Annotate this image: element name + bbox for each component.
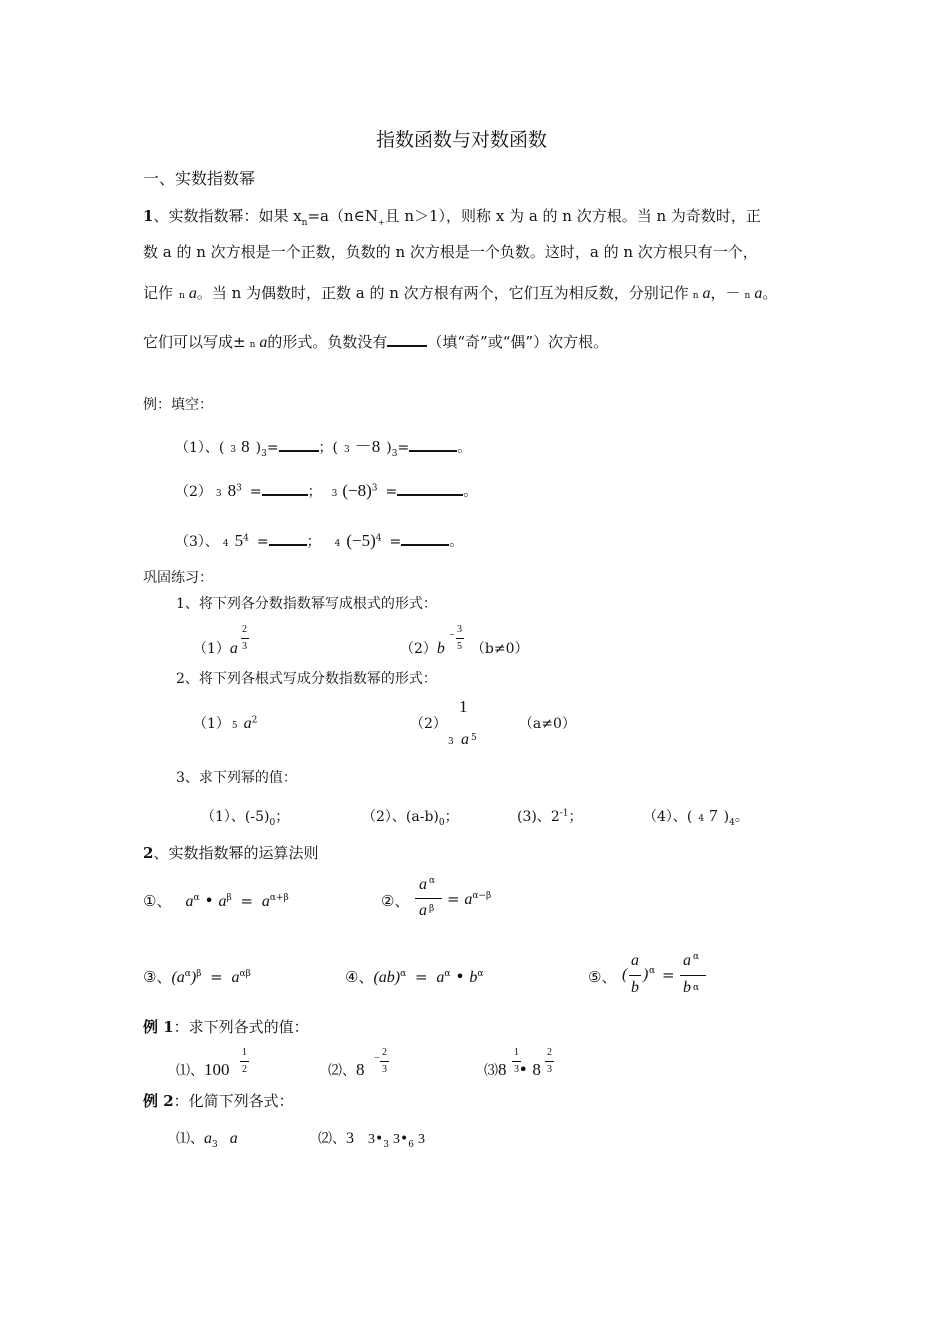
example-1-c: ⑶8 • 8 xyxy=(484,1060,541,1079)
text: （2） xyxy=(400,641,437,657)
rule-5-rbar xyxy=(680,975,706,976)
text: 。 xyxy=(463,484,478,500)
practice-q2-b xyxy=(410,713,576,733)
item-number: 1 xyxy=(143,207,154,225)
radicand: 5 xyxy=(234,531,244,550)
fill-row-1: （1）、( 3 8 )$_3=$ ；( 3 －8 )$_3=$ 。 xyxy=(175,437,472,459)
fraction-bar xyxy=(241,638,249,639)
rules-heading xyxy=(143,842,318,863)
example-1-heading xyxy=(143,1016,309,1037)
base: 8 xyxy=(356,1060,365,1079)
power-5: 5 xyxy=(471,733,477,743)
rule-2-rhs: = $a^{\alpha-\beta}$ xyxy=(447,890,492,908)
paragraph-line-2: 数 a 的 n 次方根是一个正数，负数的 n 次方根是一个负数。这时，a 的 n 次方根只有一个， xyxy=(143,243,758,261)
text: = xyxy=(256,534,269,550)
text: （2）、(a-b) xyxy=(362,809,439,825)
text: 。 xyxy=(457,440,472,456)
practice-q2: 2、将下列各根式写成分数指数幂的形式： xyxy=(176,671,437,687)
rule-5-bar xyxy=(629,975,641,976)
radicand-a: a xyxy=(461,731,469,748)
text: （1）、( xyxy=(175,440,225,456)
radicand: －8 xyxy=(354,437,381,456)
rule-5-eq: = xyxy=(662,966,675,984)
text: 、实数指数幂的运算法则 xyxy=(153,844,319,862)
practice-q3-a: （1）、$(-5)_0$； xyxy=(201,809,290,828)
text: ) xyxy=(723,809,730,825)
practice-q3-d: （4）、( 4 7 )$_4$。 xyxy=(643,806,749,828)
base: 100 xyxy=(204,1060,230,1079)
text: 的形式。负数没有 xyxy=(267,333,388,351)
text: （1） xyxy=(193,641,230,657)
exponent-den: 3 xyxy=(242,641,247,652)
answer-blank[interactable] xyxy=(387,344,427,347)
rule-5-label: ⑤、 xyxy=(588,968,617,986)
text: ⑶ xyxy=(484,1063,498,1079)
fraction-bar xyxy=(380,1061,389,1062)
text: = xyxy=(385,484,398,500)
example-1-a xyxy=(176,1060,230,1080)
text: 。 xyxy=(762,284,778,302)
text: ) xyxy=(386,440,392,456)
answer-blank[interactable] xyxy=(269,543,307,546)
exponent-num: 2 xyxy=(382,1047,387,1058)
practice-q1-a: （1）a xyxy=(193,640,238,657)
text: =a（n∈N xyxy=(307,207,378,225)
text: (3)、2 xyxy=(517,809,560,825)
rule-5-rnum-exp: α xyxy=(693,952,700,962)
rule-2-bar xyxy=(415,898,442,899)
exponent-den: 3 xyxy=(547,1064,552,1075)
text: ①、 xyxy=(143,892,172,910)
fraction-bar xyxy=(456,638,464,639)
text: 。当 n 为偶数时，正数 a 的 n 次方根有两个，它们互为相反数，分别记作 xyxy=(196,284,689,302)
exponent-num: 3 xyxy=(457,624,462,635)
practice-q2-a: （1） 5 $a^2$ xyxy=(193,715,258,732)
practice-q1: 1、将下列各分数指数幂写成根式的形式： xyxy=(176,596,437,612)
value: 3 xyxy=(368,1132,375,1147)
rule-2-num-exp: α xyxy=(429,876,436,886)
value: 3 xyxy=(418,1132,425,1147)
text: ⑴、 xyxy=(176,1131,204,1147)
text: ； xyxy=(444,809,459,825)
rule-5-rnum: a xyxy=(683,952,691,969)
practice-label: 巩固练习： xyxy=(143,570,213,586)
text: （4）、( xyxy=(643,809,693,825)
rule-2-den: a xyxy=(419,902,427,919)
text: = xyxy=(266,440,279,456)
example-number: 例 1 xyxy=(143,1018,174,1036)
answer-blank[interactable] xyxy=(401,543,449,546)
rule-3: ③、$(a^\alpha)^\beta = a^{\alpha\beta}$ xyxy=(143,968,251,986)
fill-row-2: （2） 3 $8^3$ = ； 3 $(-8)^3$ = 。 xyxy=(175,481,478,500)
text: ； xyxy=(568,809,583,825)
text: = xyxy=(249,484,262,500)
exponent-minus: − xyxy=(449,630,455,641)
answer-blank[interactable] xyxy=(409,449,457,452)
text: ；( xyxy=(318,440,339,456)
fraction-bar xyxy=(545,1061,554,1062)
practice-q3: 3、求下列幂的值： xyxy=(176,770,297,786)
value: 3 xyxy=(346,1130,354,1147)
rule-2-den-exp: β xyxy=(429,904,435,914)
rule-5-a: a xyxy=(631,952,639,969)
text: （3）、 xyxy=(175,534,219,550)
practice-q1-b: （2）b （b≠0） xyxy=(400,640,529,657)
exponent-den: 3 xyxy=(514,1064,519,1075)
text: ； xyxy=(275,809,290,825)
rule-1: ①、 $a^\alpha$ • $a^\beta = a^{\alpha+\beta}$ xyxy=(143,891,289,910)
text: = xyxy=(397,440,410,456)
fraction-bar xyxy=(512,1061,521,1062)
text: 且 n＞1），则称 x 为 a 的 n 次方根。当 n 为奇数时，正 xyxy=(384,207,761,225)
exponent-num: 2 xyxy=(242,624,247,635)
text: （填“奇”或“偶”）次方根。 xyxy=(427,333,609,351)
value: 3 xyxy=(393,1132,400,1147)
fill-row-3: （3）、 4 $5^4$ = ； 4 $(-5)^4$ = 。 xyxy=(175,531,464,550)
text: 、实数指数幂：如果 x xyxy=(153,207,302,225)
rule-5-paren-close: ) xyxy=(643,966,649,983)
text: ：求下列各式的值： xyxy=(173,1018,309,1036)
example-label: 例：填空： xyxy=(143,397,213,413)
example-2-heading xyxy=(143,1090,294,1111)
rule-5-rden: b xyxy=(683,979,691,996)
answer-blank[interactable] xyxy=(279,449,319,452)
rule-4: ④、$(ab)^\alpha = a^\alpha$ • $b^\alpha$ xyxy=(345,967,484,986)
example-2-b: ⑵、3 $3•_3$ $3•_6$ 3 xyxy=(318,1130,425,1150)
exponent-num: 1 xyxy=(514,1047,519,1058)
section-heading: 一、实数指数幂 xyxy=(143,169,256,188)
text: （1）、(-5) xyxy=(201,809,270,825)
text: ③、 xyxy=(143,968,172,986)
radicand: (−5) xyxy=(346,531,376,550)
paragraph-line-1: 1、实数指数幂：如果 $x_n=a(n\in N_+$且 n＞1），则称 x 为 a 的 n 次方根。当 n 为奇数时，正 xyxy=(143,207,761,228)
paragraph-line-4: 它们可以写成± n a的形式。负数没有 （填“奇”或“偶”）次方根。 xyxy=(143,333,609,351)
exponent-den: 3 xyxy=(382,1064,387,1075)
text: 。 xyxy=(449,534,464,550)
radicand: 8 xyxy=(227,481,237,500)
text: ⑴、 xyxy=(176,1063,204,1079)
radicand: (−8) xyxy=(342,481,372,500)
text: （2） xyxy=(175,484,212,500)
text: ； xyxy=(306,534,321,550)
exponent-num: 2 xyxy=(547,1047,552,1058)
text: （b≠0） xyxy=(470,641,529,657)
numerator-one: 1 xyxy=(459,697,468,716)
practice-q3-b: （2）、$(a-b)_0$； xyxy=(362,809,459,828)
text: ，－ xyxy=(710,284,741,302)
rule-2-label: ②、 xyxy=(381,892,410,910)
rule-5-b: b xyxy=(631,979,639,996)
rule-5-rden-exp: α xyxy=(693,983,700,993)
text: = xyxy=(389,534,402,550)
example-number: 例 2 xyxy=(143,1092,174,1110)
answer-blank[interactable] xyxy=(397,493,463,496)
text: （1） xyxy=(193,716,230,732)
paragraph-line-3: 记作 n a。当 n 为偶数时，正数 a 的 n 次方根有两个，它们互为相反数，分别记作 n a，－ n a。 xyxy=(143,284,778,302)
text: ⑵、 xyxy=(328,1063,356,1079)
rule-5-paren-open: ( xyxy=(622,966,628,983)
rule-5-exp: α xyxy=(649,966,656,976)
text: （a≠0） xyxy=(518,716,576,732)
text: 。 xyxy=(734,809,749,825)
text: 它们可以写成± xyxy=(143,333,246,351)
example-2-a: ⑴、$a_3$ a xyxy=(176,1130,238,1150)
text: ④、 xyxy=(345,968,374,986)
answer-blank[interactable] xyxy=(262,493,308,496)
fraction-bar xyxy=(240,1061,249,1062)
exponent-minus: − xyxy=(374,1053,380,1064)
example-1-b xyxy=(328,1060,365,1080)
text: ； xyxy=(307,484,322,500)
text: （2） xyxy=(410,716,447,732)
base: 8 xyxy=(498,1060,507,1079)
page-title: 指数函数与对数函数 xyxy=(376,129,548,151)
base: 8 xyxy=(532,1060,541,1079)
text: ) xyxy=(255,440,262,456)
text: ⑵、 xyxy=(318,1131,346,1147)
radicand: 7 xyxy=(709,806,718,825)
exponent-den: 5 xyxy=(457,641,462,652)
text: 记作 xyxy=(143,284,174,302)
rule-2-num: a xyxy=(419,876,427,893)
radicand: 8 xyxy=(241,437,250,456)
text: ：化简下列各式： xyxy=(173,1092,294,1110)
practice-q3-c: (3)、$2^{-1}$； xyxy=(517,808,583,825)
exponent-den: 2 xyxy=(242,1064,247,1075)
exponent-num: 1 xyxy=(242,1047,247,1058)
root-index: 3 xyxy=(448,737,454,747)
item-number: 2 xyxy=(143,844,154,862)
